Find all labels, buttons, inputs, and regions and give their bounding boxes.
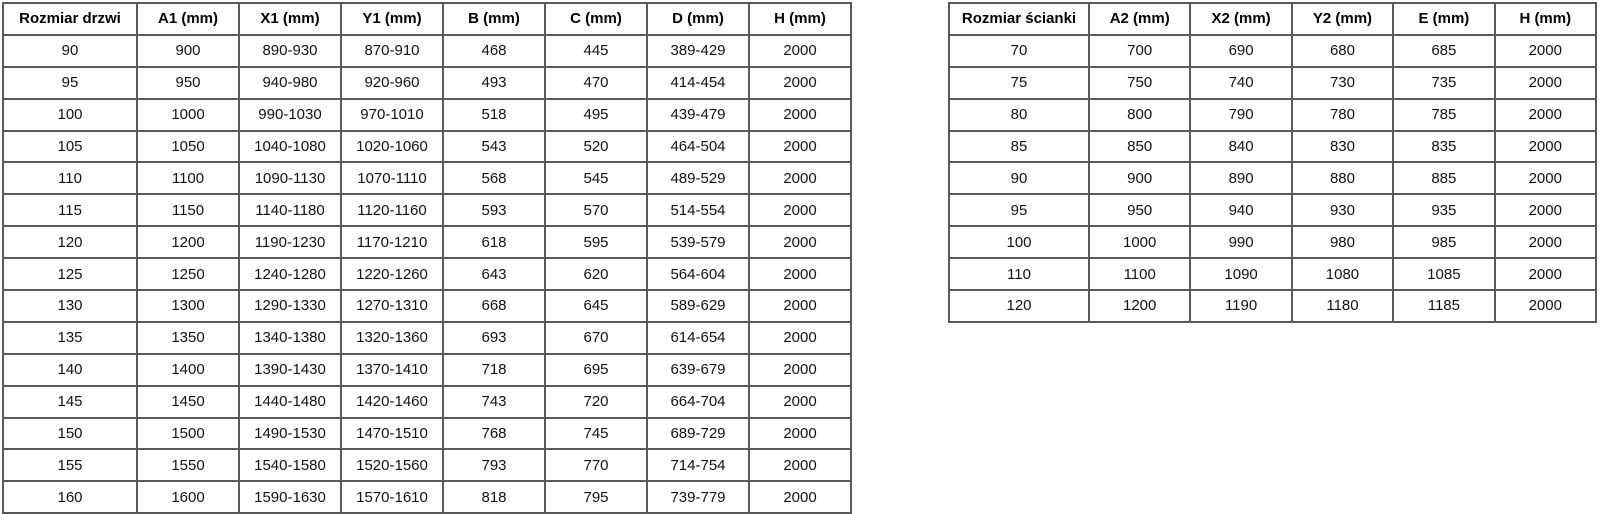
table-row — [3, 418, 851, 450]
cell: 2000 — [1495, 131, 1596, 163]
cell: 1370-1410 — [341, 354, 443, 386]
column-header: Y2 (mm) — [1292, 3, 1393, 35]
table-row — [3, 258, 851, 290]
cell: 100 — [949, 226, 1089, 258]
table-row — [949, 290, 1596, 322]
cell: 840 — [1190, 131, 1291, 163]
cell: 493 — [443, 67, 545, 99]
cell: 740 — [1190, 67, 1291, 99]
cell: 685 — [1393, 35, 1494, 67]
cell: 518 — [443, 99, 545, 131]
cell: 714-754 — [647, 449, 749, 481]
cell: 1180 — [1292, 290, 1393, 322]
cell: 1400 — [137, 354, 239, 386]
column-header: E (mm) — [1393, 3, 1494, 35]
cell: 1570-1610 — [341, 481, 443, 513]
cell: 145 — [3, 386, 137, 418]
cell: 1000 — [1089, 226, 1190, 258]
cell: 770 — [545, 449, 647, 481]
table-row — [949, 258, 1596, 290]
cell: 1520-1560 — [341, 449, 443, 481]
cell: 1250 — [137, 258, 239, 290]
cell: 800 — [1089, 99, 1190, 131]
cell: 1090-1130 — [239, 162, 341, 194]
cell: 1050 — [137, 131, 239, 163]
cell: 564-604 — [647, 258, 749, 290]
cell: 2000 — [1495, 290, 1596, 322]
cell: 795 — [545, 481, 647, 513]
cell: 735 — [1393, 67, 1494, 99]
table-row — [949, 99, 1596, 131]
cell: 700 — [1089, 35, 1190, 67]
cell: 1220-1260 — [341, 258, 443, 290]
cell: 1000 — [137, 99, 239, 131]
cell: 155 — [3, 449, 137, 481]
cell: 2000 — [1495, 226, 1596, 258]
header-row — [949, 3, 1596, 35]
cell: 1500 — [137, 418, 239, 450]
cell: 870-910 — [341, 35, 443, 67]
cell: 464-504 — [647, 131, 749, 163]
cell: 1170-1210 — [341, 226, 443, 258]
cell: 2000 — [749, 386, 851, 418]
door-size-table — [2, 2, 852, 514]
cell: 414-454 — [647, 67, 749, 99]
cell: 2000 — [1495, 99, 1596, 131]
cell: 664-704 — [647, 386, 749, 418]
wall-table-header — [949, 3, 1596, 35]
cell: 1600 — [137, 481, 239, 513]
cell: 750 — [1089, 67, 1190, 99]
cell: 75 — [949, 67, 1089, 99]
cell: 489-529 — [647, 162, 749, 194]
cell: 720 — [545, 386, 647, 418]
cell: 543 — [443, 131, 545, 163]
cell: 940 — [1190, 194, 1291, 226]
cell: 890-930 — [239, 35, 341, 67]
cell: 1350 — [137, 322, 239, 354]
cell: 70 — [949, 35, 1089, 67]
table-row — [949, 162, 1596, 194]
cell: 80 — [949, 99, 1089, 131]
cell: 680 — [1292, 35, 1393, 67]
cell: 2000 — [1495, 162, 1596, 194]
column-header: Y1 (mm) — [341, 3, 443, 35]
table-row — [3, 481, 851, 513]
cell: 2000 — [749, 162, 851, 194]
cell: 2000 — [749, 67, 851, 99]
column-header: Rozmiar drzwi — [3, 3, 137, 35]
column-header: X1 (mm) — [239, 3, 341, 35]
cell: 115 — [3, 194, 137, 226]
cell: 1440-1480 — [239, 386, 341, 418]
cell: 110 — [3, 162, 137, 194]
cell: 639-679 — [647, 354, 749, 386]
cell: 1120-1160 — [341, 194, 443, 226]
cell: 985 — [1393, 226, 1494, 258]
column-header: A1 (mm) — [137, 3, 239, 35]
cell: 618 — [443, 226, 545, 258]
table-row — [3, 354, 851, 386]
cell: 2000 — [749, 194, 851, 226]
table-row — [3, 131, 851, 163]
cell: 990-1030 — [239, 99, 341, 131]
table-row — [949, 194, 1596, 226]
cell: 1290-1330 — [239, 290, 341, 322]
cell: 135 — [3, 322, 137, 354]
cell: 980 — [1292, 226, 1393, 258]
cell: 2000 — [1495, 258, 1596, 290]
column-header: C (mm) — [545, 3, 647, 35]
cell: 1470-1510 — [341, 418, 443, 450]
cell: 950 — [1089, 194, 1190, 226]
cell: 835 — [1393, 131, 1494, 163]
cell: 568 — [443, 162, 545, 194]
cell: 520 — [545, 131, 647, 163]
cell: 1320-1360 — [341, 322, 443, 354]
table-row — [3, 194, 851, 226]
cell: 130 — [3, 290, 137, 322]
door-table-body — [3, 35, 851, 513]
cell: 1190 — [1190, 290, 1291, 322]
table-row — [3, 386, 851, 418]
table-row — [949, 226, 1596, 258]
cell: 935 — [1393, 194, 1494, 226]
cell: 693 — [443, 322, 545, 354]
column-header: A2 (mm) — [1089, 3, 1190, 35]
cell: 739-779 — [647, 481, 749, 513]
cell: 1020-1060 — [341, 131, 443, 163]
cell: 2000 — [1495, 194, 1596, 226]
cell: 990 — [1190, 226, 1291, 258]
cell: 1340-1380 — [239, 322, 341, 354]
cell: 100 — [3, 99, 137, 131]
cell: 643 — [443, 258, 545, 290]
cell: 2000 — [749, 290, 851, 322]
cell: 593 — [443, 194, 545, 226]
cell: 389-429 — [647, 35, 749, 67]
cell: 1140-1180 — [239, 194, 341, 226]
cell: 900 — [137, 35, 239, 67]
cell: 468 — [443, 35, 545, 67]
table-row — [3, 67, 851, 99]
cell: 150 — [3, 418, 137, 450]
cell: 1450 — [137, 386, 239, 418]
cell: 95 — [949, 194, 1089, 226]
cell: 2000 — [1495, 67, 1596, 99]
cell: 900 — [1089, 162, 1190, 194]
cell: 1100 — [1089, 258, 1190, 290]
cell: 695 — [545, 354, 647, 386]
cell: 1200 — [1089, 290, 1190, 322]
cell: 110 — [949, 258, 1089, 290]
cell: 730 — [1292, 67, 1393, 99]
column-header: X2 (mm) — [1190, 3, 1291, 35]
table-row — [949, 35, 1596, 67]
cell: 1270-1310 — [341, 290, 443, 322]
table-row — [949, 67, 1596, 99]
cell: 2000 — [1495, 35, 1596, 67]
cell: 589-629 — [647, 290, 749, 322]
cell: 690 — [1190, 35, 1291, 67]
cell: 1390-1430 — [239, 354, 341, 386]
cell: 2000 — [749, 226, 851, 258]
cell: 120 — [3, 226, 137, 258]
cell: 743 — [443, 386, 545, 418]
cell: 689-729 — [647, 418, 749, 450]
cell: 885 — [1393, 162, 1494, 194]
cell: 768 — [443, 418, 545, 450]
cell: 1190-1230 — [239, 226, 341, 258]
cell: 2000 — [749, 418, 851, 450]
cell: 1085 — [1393, 258, 1494, 290]
cell: 1490-1530 — [239, 418, 341, 450]
cell: 2000 — [749, 99, 851, 131]
table-row — [949, 131, 1596, 163]
table-row — [3, 322, 851, 354]
cell: 1420-1460 — [341, 386, 443, 418]
cell: 85 — [949, 131, 1089, 163]
column-header: H (mm) — [1495, 3, 1596, 35]
cell: 790 — [1190, 99, 1291, 131]
cell: 1200 — [137, 226, 239, 258]
cell: 645 — [545, 290, 647, 322]
cell: 818 — [443, 481, 545, 513]
cell: 1080 — [1292, 258, 1393, 290]
cell: 90 — [949, 162, 1089, 194]
cell: 514-554 — [647, 194, 749, 226]
cell: 850 — [1089, 131, 1190, 163]
column-header: H (mm) — [749, 3, 851, 35]
cell: 1590-1630 — [239, 481, 341, 513]
cell: 1090 — [1190, 258, 1291, 290]
cell: 595 — [545, 226, 647, 258]
cell: 95 — [3, 67, 137, 99]
table-row — [3, 449, 851, 481]
cell: 495 — [545, 99, 647, 131]
cell: 2000 — [749, 35, 851, 67]
cell: 539-579 — [647, 226, 749, 258]
cell: 1040-1080 — [239, 131, 341, 163]
table-row — [3, 226, 851, 258]
cell: 1150 — [137, 194, 239, 226]
cell: 2000 — [749, 481, 851, 513]
column-header: Rozmiar ścianki — [949, 3, 1089, 35]
cell: 2000 — [749, 258, 851, 290]
cell: 2000 — [749, 354, 851, 386]
cell: 1240-1280 — [239, 258, 341, 290]
cell: 90 — [3, 35, 137, 67]
door-table-header — [3, 3, 851, 35]
cell: 780 — [1292, 99, 1393, 131]
cell: 890 — [1190, 162, 1291, 194]
cell: 570 — [545, 194, 647, 226]
wall-panel-size-table — [948, 2, 1597, 323]
cell: 1550 — [137, 449, 239, 481]
cell: 439-479 — [647, 99, 749, 131]
cell: 950 — [137, 67, 239, 99]
cell: 1300 — [137, 290, 239, 322]
cell: 140 — [3, 354, 137, 386]
cell: 1070-1110 — [341, 162, 443, 194]
cell: 880 — [1292, 162, 1393, 194]
cell: 830 — [1292, 131, 1393, 163]
cell: 105 — [3, 131, 137, 163]
cell: 1540-1580 — [239, 449, 341, 481]
cell: 718 — [443, 354, 545, 386]
column-header: B (mm) — [443, 3, 545, 35]
cell: 920-960 — [341, 67, 443, 99]
cell: 614-654 — [647, 322, 749, 354]
table-row — [3, 35, 851, 67]
cell: 120 — [949, 290, 1089, 322]
header-row — [3, 3, 851, 35]
cell: 545 — [545, 162, 647, 194]
cell: 445 — [545, 35, 647, 67]
wall-table-body — [949, 35, 1596, 322]
cell: 785 — [1393, 99, 1494, 131]
table-row — [3, 99, 851, 131]
cell: 1185 — [1393, 290, 1494, 322]
cell: 670 — [545, 322, 647, 354]
cell: 668 — [443, 290, 545, 322]
cell: 930 — [1292, 194, 1393, 226]
cell: 160 — [3, 481, 137, 513]
table-row — [3, 162, 851, 194]
column-header: D (mm) — [647, 3, 749, 35]
cell: 970-1010 — [341, 99, 443, 131]
cell: 940-980 — [239, 67, 341, 99]
cell: 2000 — [749, 449, 851, 481]
cell: 2000 — [749, 322, 851, 354]
cell: 620 — [545, 258, 647, 290]
cell: 745 — [545, 418, 647, 450]
cell: 125 — [3, 258, 137, 290]
table-row — [3, 290, 851, 322]
cell: 470 — [545, 67, 647, 99]
cell: 2000 — [749, 131, 851, 163]
cell: 1100 — [137, 162, 239, 194]
cell: 793 — [443, 449, 545, 481]
